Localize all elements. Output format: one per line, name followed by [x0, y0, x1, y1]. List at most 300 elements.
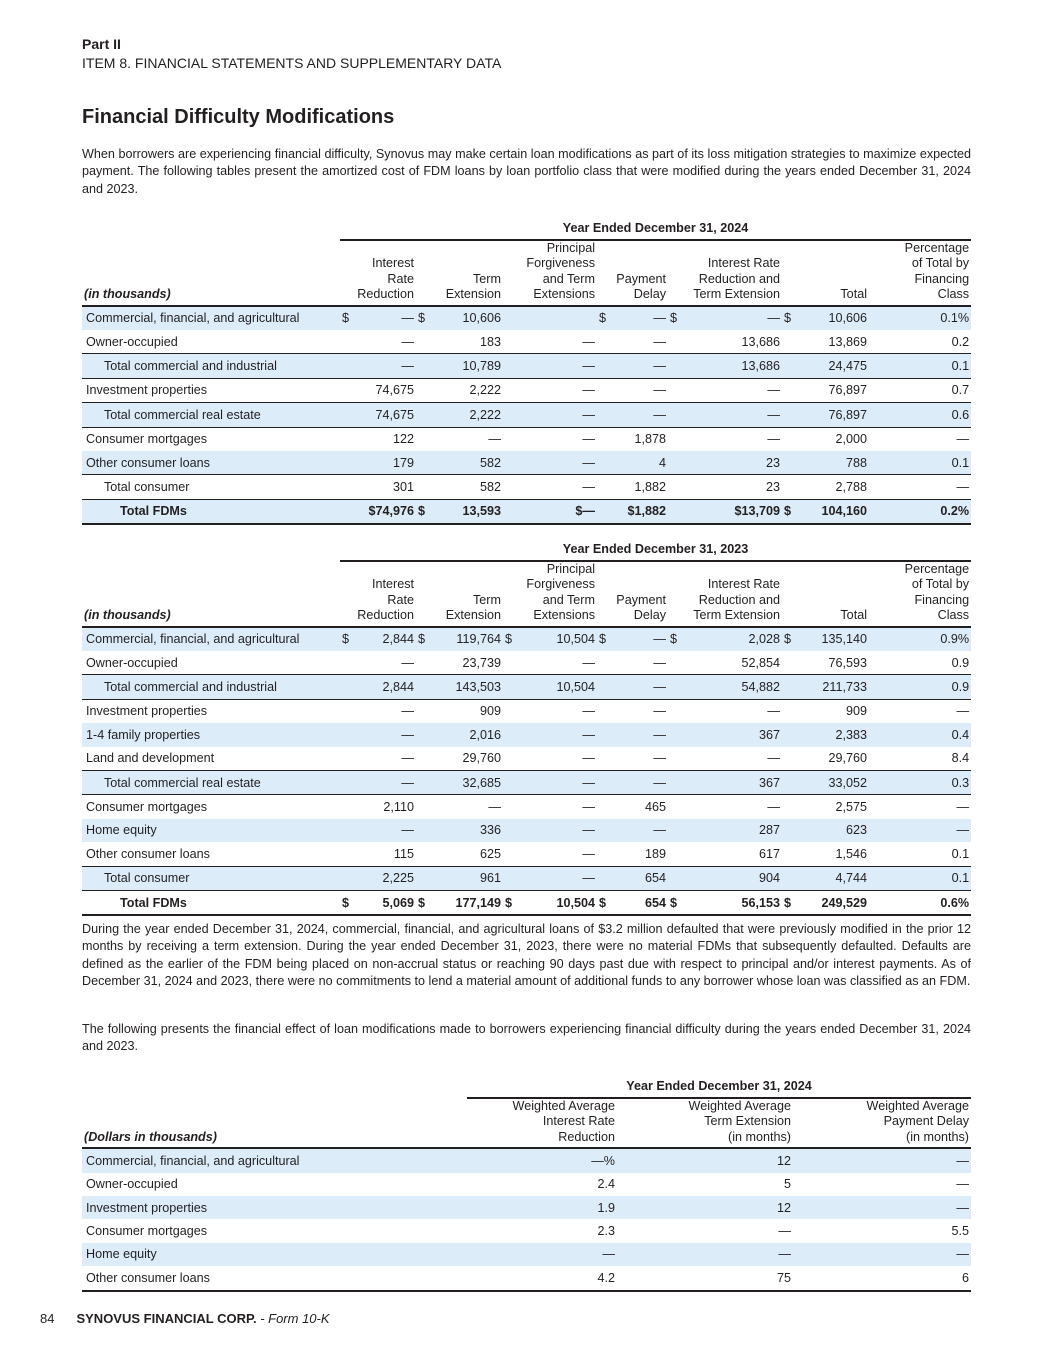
table-row: [82, 354, 971, 378]
blank: [82, 216, 340, 240]
table-cell: 76,897: [782, 403, 869, 427]
item-label: ITEM 8. FINANCIAL STATEMENTS AND SUPPLEMENTARY DATA: [82, 55, 502, 71]
table-cell: 29,760: [828, 751, 867, 766]
currency-symbol: $: [784, 311, 792, 326]
currency-symbol: $: [342, 311, 350, 326]
table-row: [82, 770, 971, 794]
table-cell: —: [340, 770, 416, 794]
table-cell: 5.5: [951, 1224, 970, 1239]
table-cell: 301: [340, 475, 416, 499]
cell-value: 10,606: [462, 311, 501, 326]
table-cell: 1,882: [597, 475, 668, 499]
currency-symbol: $: [418, 311, 426, 326]
table-cell: 2,383: [782, 723, 869, 746]
currency-symbol: $: [342, 632, 350, 647]
currency-symbol: $: [418, 632, 426, 647]
period-header-row: [82, 1074, 971, 1098]
cell-value: 10,504: [556, 632, 595, 647]
currency-symbol: $: [670, 895, 678, 910]
table-cell: 1.9: [467, 1196, 617, 1219]
row-label: Other consumer loans: [82, 451, 340, 475]
table-cell: 0.9: [951, 655, 970, 670]
cell-value: 654: [644, 895, 666, 910]
table-cell: 0.9: [869, 675, 971, 699]
cell-value: 2,844: [382, 632, 414, 647]
column-header: Interest Rate Reduction: [340, 240, 416, 306]
table-cell: 0.1: [951, 846, 970, 861]
table-cell: —: [416, 795, 503, 819]
table-cell: [597, 627, 668, 651]
row-label: Total FDMs: [82, 890, 340, 915]
table-cell: 2,788: [782, 475, 869, 499]
table-cell: 909: [782, 699, 869, 723]
table-cell: —: [503, 866, 597, 890]
table-cell: 0.1%: [869, 306, 971, 330]
row-label: Consumer mortgages: [82, 427, 340, 451]
cell-value: 135,140: [821, 632, 867, 647]
blank: [82, 1074, 467, 1098]
table-cell: —%: [467, 1148, 617, 1172]
table-cell: 2,000: [782, 427, 869, 451]
intro-paragraph: When borrowers are experiencing financial difficulty, Synovus may make certain loan modifications as part of its loss mitigation strategies to maximize expected payment. The following tables present the amortized cost of FDM loans by loan portfolio class that were modified during the years ended December 31, 2024 and 2023.: [82, 147, 971, 196]
table-cell: —: [503, 378, 597, 402]
table-cell: [416, 627, 503, 651]
table-cell: 52,854: [741, 655, 780, 670]
table-cell: [782, 627, 869, 651]
table-cell: 4: [597, 451, 668, 475]
table-cell: 2,575: [782, 795, 869, 819]
row-label: Consumer mortgages: [82, 795, 340, 819]
fdm-table-2023: [82, 537, 971, 916]
column-header: Principal Forgiveness and Term Extensions: [503, 240, 597, 306]
table-cell: —: [582, 655, 595, 670]
table-cell: —: [597, 819, 668, 842]
table-cell: 8.4: [951, 751, 970, 766]
column-header: Interest Rate Reduction and Term Extension: [668, 240, 782, 306]
table-row: [82, 723, 971, 746]
fdm-table-2024: [82, 216, 971, 525]
column-header: Weighted Average Payment Delay (in months): [793, 1098, 971, 1148]
table-cell: 23: [668, 475, 782, 499]
row-label: Investment properties: [82, 378, 340, 402]
table-cell: 623: [782, 819, 869, 842]
currency-symbol: $: [599, 895, 607, 910]
table-row: [82, 866, 971, 890]
table-cell: 2.3: [597, 1224, 615, 1239]
table-row: [82, 403, 971, 427]
column-header: Total: [782, 561, 869, 627]
table-row: [82, 699, 971, 723]
table-cell: —: [340, 699, 416, 723]
row-label: Total commercial and industrial: [82, 354, 340, 378]
row-label: Owner-occupied: [86, 334, 178, 349]
column-header: Term Extension: [416, 561, 503, 627]
currency-symbol: $: [342, 895, 350, 910]
company-name: SYNOVUS FINANCIAL CORP.: [76, 1311, 257, 1326]
table-cell: 0.7: [869, 378, 971, 402]
table-cell: 23,739: [462, 655, 501, 670]
currency-symbol: $: [670, 311, 678, 326]
row-label: Other consumer loans: [86, 846, 210, 861]
table-cell: —: [869, 795, 971, 819]
table-cell: 582: [416, 475, 503, 499]
table-cell: 74,675: [340, 403, 416, 427]
currency-symbol: $: [784, 895, 792, 910]
table-cell: —: [793, 1243, 971, 1266]
table-row: [82, 1196, 971, 1219]
row-label: 1-4 family properties: [82, 723, 340, 746]
table-cell: 4.2: [467, 1266, 617, 1290]
table-cell: 0.9%: [869, 627, 971, 651]
table-cell: 0.3: [869, 770, 971, 794]
table-cell: 654: [597, 866, 668, 890]
table-cell: 76,593: [828, 655, 867, 670]
cell-value: 10,606: [828, 311, 867, 326]
table-row: [82, 330, 971, 354]
row-label: Consumer mortgages: [86, 1224, 208, 1239]
table-row: [82, 1243, 971, 1266]
table-cell: —: [503, 795, 597, 819]
column-header: Percentage of Total by Financing Class: [869, 240, 971, 306]
table-cell: 0.6%: [869, 890, 971, 915]
cell-value: 177,149: [455, 895, 501, 910]
table-row: [82, 1219, 971, 1242]
column-header: Interest Rate Reduction: [340, 561, 416, 627]
period-header: Year Ended December 31, 2024: [340, 216, 971, 240]
table-row: [82, 378, 971, 402]
table-cell: —: [503, 354, 597, 378]
table-cell: [416, 499, 503, 524]
table-cell: [782, 890, 869, 915]
table-cell: [340, 306, 416, 330]
table-cell: 909: [416, 699, 503, 723]
table-cell: 582: [416, 451, 503, 475]
table-cell: 143,503: [416, 675, 503, 699]
table-cell: —: [668, 427, 782, 451]
column-header: Payment Delay: [597, 240, 668, 306]
table-cell: —: [869, 427, 971, 451]
section-title: Financial Difficulty Modifications: [82, 106, 395, 128]
table-cell: —: [340, 723, 416, 746]
row-label: Investment properties: [82, 699, 340, 723]
column-header: Principal Forgiveness and Term Extensions: [503, 561, 597, 627]
table-cell: [340, 627, 416, 651]
column-header: Term Extension: [416, 240, 503, 306]
financial-effect-table: [82, 1074, 971, 1292]
defaults-paragraph: During the year ended December 31, 2024, commercial, financial, and agricultural loans of $3.2 million defaulted that were previously modified in the prior 12 months by receiving a term extension. During the year ended December 31, 2023, there were no material FDMs that subsequently defaulted. Defaults are defined as the earlier of the FDM being placed on non-accrual status or reaching 90 days past due with respect to principal and/or interest payments. As of December 31, 2024 and 2023, there were no commitments to lend a material amount of additional funds to any borrower whose loan was classified as an FDM.: [82, 922, 971, 989]
table-cell: 54,882: [668, 675, 782, 699]
table-cell: —: [869, 475, 971, 499]
cell-value: 10,504: [556, 895, 595, 910]
table-cell: [340, 890, 416, 915]
table-cell: —: [340, 354, 416, 378]
row-label: Total consumer: [82, 475, 340, 499]
currency-symbol: $: [599, 311, 607, 326]
table-cell: [503, 890, 597, 915]
table-cell: —: [778, 1224, 791, 1239]
cell-value: —: [767, 311, 780, 326]
table-cell: 5: [783, 1177, 791, 1192]
column-header: Interest Rate Reduction and Term Extension: [668, 561, 782, 627]
table-cell: 179: [340, 451, 416, 475]
currency-symbol: $: [670, 632, 678, 647]
row-label: Total commercial real estate: [82, 770, 340, 794]
table-cell: —: [503, 475, 597, 499]
table-cell: —: [767, 751, 780, 766]
column-header: Percentage of Total by Financing Class: [869, 561, 971, 627]
table-cell: 23: [668, 451, 782, 475]
currency-symbol: $: [505, 632, 513, 647]
table-row: [82, 306, 971, 330]
row-label: Total FDMs: [82, 499, 340, 524]
table-cell: —: [869, 699, 971, 723]
row-label: Total commercial and industrial: [82, 675, 340, 699]
table-cell: —: [597, 354, 668, 378]
table-cell: 367: [668, 770, 782, 794]
table-cell: —: [582, 751, 595, 766]
table-cell: 465: [597, 795, 668, 819]
table-cell: —: [503, 723, 597, 746]
table-cell: —: [401, 751, 414, 766]
table-cell: 24,475: [782, 354, 869, 378]
table-cell: 4,744: [782, 866, 869, 890]
table-cell: 29,760: [462, 751, 501, 766]
cell-value: —: [653, 311, 666, 326]
currency-symbol: $: [418, 895, 426, 910]
row-label: Owner-occupied: [86, 1177, 178, 1192]
period-header: Year Ended December 31, 2024: [467, 1074, 971, 1098]
table-cell: 10,504: [503, 675, 597, 699]
cell-value: 13,593: [462, 504, 501, 519]
table-cell: 0.4: [869, 723, 971, 746]
table-cell: —: [503, 451, 597, 475]
table-cell: —: [401, 334, 414, 349]
table-cell: [416, 890, 503, 915]
table-cell: 367: [668, 723, 782, 746]
table-cell: [668, 627, 782, 651]
table-row: [82, 795, 971, 819]
table-row: [82, 842, 971, 866]
total-row: [82, 890, 971, 915]
table-cell: 2,844: [340, 675, 416, 699]
page-footer: [40, 1311, 330, 1326]
table-row: [82, 675, 971, 699]
table-cell: —: [503, 427, 597, 451]
table-cell: 12: [617, 1196, 793, 1219]
table-cell: —: [597, 723, 668, 746]
table-row: [82, 475, 971, 499]
row-label: Commercial, financial, and agricultural: [82, 306, 340, 330]
table-cell: —: [597, 699, 668, 723]
table-row: [82, 1148, 971, 1172]
table-cell: —: [653, 334, 666, 349]
table-cell: 0.2: [951, 334, 970, 349]
table-cell: —: [597, 378, 668, 402]
period-header-row: [82, 216, 971, 240]
table-cell: 904: [668, 866, 782, 890]
cell-value: —: [401, 311, 414, 326]
currency-symbol: $: [784, 632, 792, 647]
table-row: [82, 427, 971, 451]
table-cell: [782, 499, 869, 524]
table-cell: [668, 306, 782, 330]
period-header: Year Ended December 31, 2023: [340, 537, 971, 561]
table-cell: 13,686: [741, 334, 780, 349]
total-row: [82, 499, 971, 524]
table-cell: 287: [668, 819, 782, 842]
table-cell: —: [668, 403, 782, 427]
table-cell: 211,733: [782, 675, 869, 699]
table-cell: 122: [340, 427, 416, 451]
column-header: Payment Delay: [597, 561, 668, 627]
table-cell: —: [582, 846, 595, 861]
table-cell: —: [869, 819, 971, 842]
table-cell: 2.4: [597, 1177, 615, 1192]
table-cell: —: [503, 819, 597, 842]
table-cell: 961: [416, 866, 503, 890]
table-cell: [668, 890, 782, 915]
table-cell: 1,546: [835, 846, 867, 861]
row-label: Other consumer loans: [82, 1266, 467, 1290]
table-cell: —: [668, 795, 782, 819]
table-cell: —: [597, 770, 668, 794]
table-cell: 2,222: [416, 378, 503, 402]
table-cell: 32,685: [416, 770, 503, 794]
form-name: - Form 10-K: [256, 1311, 330, 1326]
column-header: (in thousands): [82, 561, 340, 627]
column-header-row: [82, 561, 971, 627]
column-header: Weighted Average Interest Rate Reduction: [467, 1098, 617, 1148]
table-cell: 13,686: [668, 354, 782, 378]
table-row: [82, 451, 971, 475]
row-label: Commercial, financial, and agricultural: [82, 1148, 467, 1172]
table-cell: 0.1: [869, 451, 971, 475]
table-cell: —: [503, 699, 597, 723]
column-header: Weighted Average Term Extension (in months): [617, 1098, 793, 1148]
cell-value: 56,153: [741, 895, 780, 910]
table-cell: —: [668, 699, 782, 723]
currency-symbol: $: [505, 895, 513, 910]
currency-symbol: $: [784, 504, 792, 519]
table-cell: 2,222: [416, 403, 503, 427]
table-cell: —: [340, 819, 416, 842]
cell-value: 2,028: [748, 632, 780, 647]
cell-value: 249,529: [821, 895, 867, 910]
table-cell: 74,675: [340, 378, 416, 402]
table-cell: [597, 890, 668, 915]
row-label: Commercial, financial, and agricultural: [82, 627, 340, 651]
table-cell: 183: [479, 334, 501, 349]
cell-value: 104,160: [821, 504, 867, 519]
column-header-row: [82, 1098, 971, 1148]
table-cell: [782, 306, 869, 330]
page-number: 84: [40, 1311, 55, 1326]
table-cell: 76,897: [782, 378, 869, 402]
table-cell: —: [503, 403, 597, 427]
column-header: (in thousands): [82, 240, 340, 306]
table-cell: —: [597, 403, 668, 427]
table-cell: [416, 306, 503, 330]
row-label: Total commercial real estate: [82, 403, 340, 427]
table-cell: —: [793, 1148, 971, 1172]
table-cell: —: [503, 770, 597, 794]
table-row: [82, 1266, 971, 1290]
table-cell: —: [956, 1177, 970, 1192]
table-row: [82, 627, 971, 651]
part-label: Part II: [82, 36, 121, 52]
table-cell: 115: [393, 846, 414, 861]
table-row: [82, 819, 971, 842]
table-cell: 6: [793, 1266, 971, 1290]
table-cell: 0.2%: [869, 499, 971, 524]
table-row: [82, 651, 971, 675]
currency-symbol: $: [418, 504, 426, 519]
table-cell: $74,976: [340, 499, 416, 524]
table-cell: —: [793, 1196, 971, 1219]
table-cell: $1,882: [597, 499, 668, 524]
currency-symbol: $: [599, 632, 607, 647]
row-label: Home equity: [82, 819, 340, 842]
table-cell: —: [416, 427, 503, 451]
column-header: Total: [782, 240, 869, 306]
table-cell: 625: [479, 846, 501, 861]
table-cell: [503, 306, 597, 330]
period-header-row: [82, 537, 971, 561]
row-label: Total consumer: [82, 866, 340, 890]
table-cell: 0.1: [869, 354, 971, 378]
column-header-row: [82, 240, 971, 306]
table-cell: $13,709: [668, 499, 782, 524]
table-cell: —: [401, 655, 414, 670]
effect-intro-paragraph: The following presents the financial effect of loan modifications made to borrowers experiencing financial difficulty during the years ended December 31, 2024 and 2023.: [82, 1022, 971, 1054]
cell-value: 5,069: [382, 895, 414, 910]
table-cell: 13,869: [828, 334, 867, 349]
table-cell: —: [668, 378, 782, 402]
cell-value: —: [653, 632, 666, 647]
table-cell: 189: [644, 846, 666, 861]
row-label: Investment properties: [82, 1196, 467, 1219]
table-cell: 336: [416, 819, 503, 842]
table-cell: [503, 627, 597, 651]
table-cell: —: [597, 675, 668, 699]
table-cell: 2,110: [340, 795, 416, 819]
table-cell: 75: [617, 1266, 793, 1290]
table-cell: [597, 306, 668, 330]
row-label: Owner-occupied: [86, 655, 178, 670]
table-cell: —: [467, 1243, 617, 1266]
table-cell: 12: [617, 1148, 793, 1172]
table-cell: 2,225: [340, 866, 416, 890]
table-cell: —: [582, 334, 595, 349]
column-header: (Dollars in thousands): [82, 1098, 467, 1148]
table-cell: —: [653, 751, 666, 766]
table-cell: 617: [758, 846, 780, 861]
table-cell: 1,878: [597, 427, 668, 451]
row-label: Home equity: [82, 1243, 467, 1266]
table-cell: $—: [503, 499, 597, 524]
table-cell: 33,052: [782, 770, 869, 794]
cell-value: 119,764: [456, 632, 501, 647]
table-row: [82, 747, 971, 771]
table-cell: 0.6: [869, 403, 971, 427]
table-cell: 788: [782, 451, 869, 475]
table-cell: —: [653, 655, 666, 670]
table-cell: —: [617, 1243, 793, 1266]
table-cell: 2,016: [416, 723, 503, 746]
table-cell: 0.1: [869, 866, 971, 890]
row-label: Land and development: [86, 751, 215, 766]
table-cell: 10,789: [416, 354, 503, 378]
